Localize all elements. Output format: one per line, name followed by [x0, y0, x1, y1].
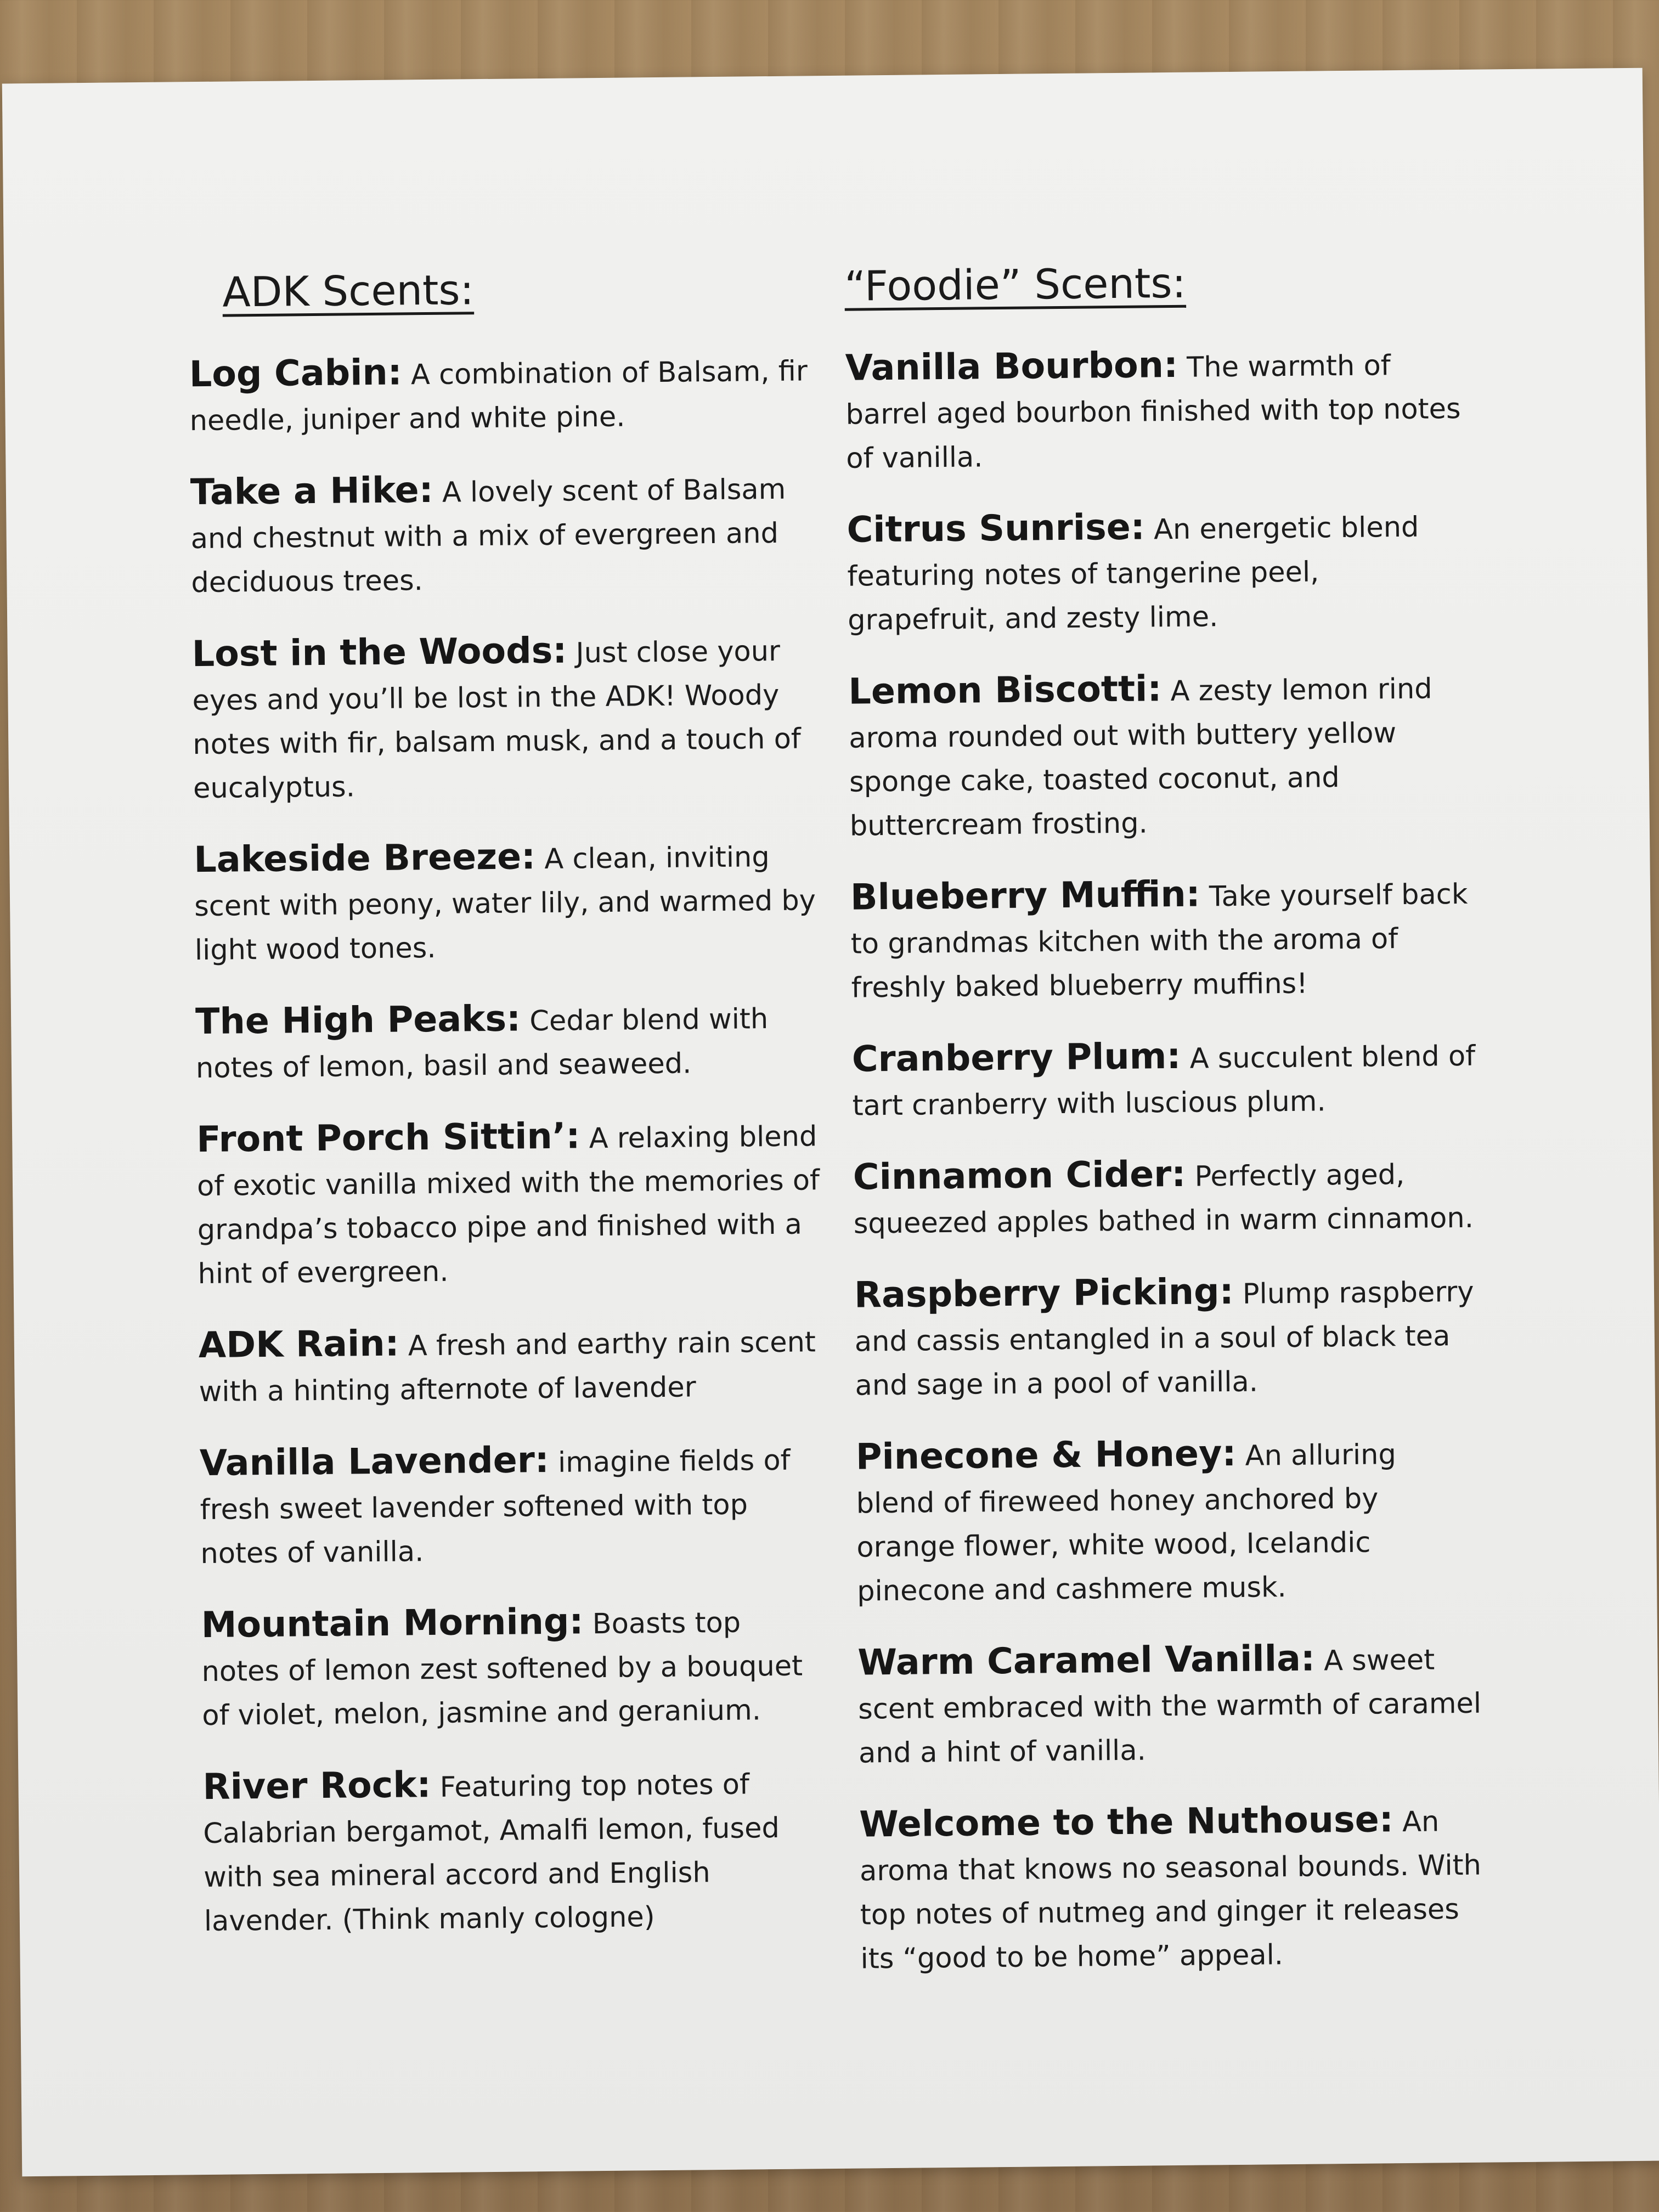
scent-name: Log Cabin: — [189, 352, 403, 396]
scent-entry — [854, 1268, 1481, 1408]
foodie-scents-heading: “Foodie” Scents: — [844, 258, 1187, 311]
scent-name: Vanilla Lavender: — [199, 1439, 550, 1485]
scent-name: Raspberry Picking: — [854, 1271, 1234, 1316]
foodie-scents-column — [844, 256, 1487, 2009]
scent-name: Cranberry Plum: — [851, 1035, 1181, 1080]
scent-description: Perfectly aged, squeezed apples bathed in warm cinnamon. — [853, 1158, 1474, 1240]
adk-scents-column — [188, 262, 830, 1971]
scent-entry — [855, 1430, 1482, 1614]
scent-description: A relaxing blend of exotic vanilla mixed with the memories of grandpa’s tobacco pipe and finished with a hint of evergreen. — [196, 1120, 820, 1291]
scent-entry — [201, 1598, 827, 1738]
scent-name: Vanilla Bourbon: — [845, 344, 1178, 389]
scent-name: Warm Caramel Vanilla: — [857, 1638, 1316, 1684]
scent-description: A clean, inviting scent with peony, water lily, and warmed by light wood tones. — [194, 841, 816, 967]
scent-name: Citrus Sunrise: — [847, 506, 1146, 551]
scent-name: Mountain Morning: — [201, 1601, 584, 1646]
paper-sheet — [2, 68, 1659, 2177]
scent-description: A fresh and earthy rain scent with a hinting afternote of lavender — [199, 1326, 816, 1409]
scent-description: Take yourself back to grandmas kitchen with the aroma of freshly baked blueberry muffins! — [850, 878, 1468, 1005]
scent-description: A zesty lemon rind aroma rounded out with buttery yellow sponge cake, toasted coconut, and buttercream frosting. — [849, 673, 1432, 843]
scent-entry — [190, 465, 817, 605]
scent-description: imagine fields of fresh sweet lavender softened with top notes of vanilla. — [200, 1444, 791, 1571]
scent-entry — [845, 341, 1471, 481]
scent-description: Just close your eyes and you’ll be lost in the ADK! Woody notes with fir, balsam musk, and a touch of eucalyptus. — [192, 635, 802, 805]
scent-description: An aroma that knows no seasonal bounds. With top notes of nutmeg and ginger it releases its “good to be home” appeal. — [859, 1805, 1482, 1976]
scent-name: Cinnamon Cider: — [853, 1153, 1186, 1198]
scent-entry — [191, 627, 819, 811]
scent-name: Take a Hike: — [190, 469, 434, 514]
scent-description: An energetic blend featuring notes of tangerine peel, grapefruit, and zesty lime. — [847, 511, 1419, 637]
adk-scents-heading: ADK Scents: — [222, 266, 475, 317]
scent-name: Lost in the Woods: — [191, 630, 567, 675]
scent-entry — [853, 1150, 1480, 1246]
scent-description: A sweet scent embraced with the warmth of caramel and a hint of vanilla. — [857, 1644, 1482, 1770]
scent-name: Lakeside Breeze: — [193, 836, 536, 881]
scent-description: A succulent blend of tart cranberry with luscious plum. — [852, 1040, 1476, 1122]
scent-entry — [850, 870, 1477, 1011]
scent-name: Pinecone & Honey: — [855, 1432, 1237, 1478]
scent-entry — [196, 1112, 823, 1296]
scent-description: A lovely scent of Balsam and chestnut with a mix of evergreen and deciduous trees. — [190, 473, 786, 600]
scent-description: Plump raspberry and cassis entangled in a soul of black tea and sage in a pool of vanilla. — [854, 1276, 1474, 1402]
scent-description: Boasts top notes of lemon zest softened by a bouquet of violet, melon, jasmine and geranium. — [201, 1606, 803, 1733]
scent-description: Featuring top notes of Calabrian bergamot, Amalfi lemon, fused with sea mineral accord and English lavender. (Think manly cologne) — [203, 1768, 780, 1938]
scent-entry — [202, 1759, 830, 1944]
scent-description: The warmth of barrel aged bourbon finished with top notes of vanilla. — [845, 349, 1461, 475]
scent-entry — [857, 1635, 1484, 1776]
scent-entry — [200, 1436, 826, 1576]
scent-name: River Rock: — [202, 1764, 431, 1808]
scent-entry — [189, 347, 815, 443]
scent-description: A combination of Balsam, fir needle, juniper and white pine. — [189, 355, 808, 438]
scent-name: Front Porch Sittin’: — [196, 1115, 580, 1161]
scent-name: The High Peaks: — [195, 998, 521, 1043]
scent-name: Lemon Biscotti: — [848, 668, 1162, 713]
scent-entry — [847, 503, 1473, 643]
scent-entry — [859, 1797, 1486, 1982]
scent-name: Welcome to the Nuthouse: — [859, 1799, 1394, 1846]
scent-name: ADK Rain: — [198, 1323, 399, 1367]
scent-description: An alluring blend of fireweed honey anchored by orange flower, white wood, Icelandic pinecone and cashmere musk. — [856, 1438, 1397, 1608]
scent-entry — [195, 994, 822, 1091]
scent-name: Blueberry Muffin: — [850, 873, 1201, 918]
scent-description: Cedar blend with notes of lemon, basil and seaweed. — [195, 1003, 769, 1085]
foodie-scents-list — [845, 341, 1486, 1982]
scent-entry — [198, 1318, 825, 1414]
scent-entry — [852, 1032, 1479, 1128]
adk-scents-list — [189, 347, 830, 1944]
scent-entry — [848, 664, 1475, 849]
scent-entry — [194, 832, 820, 973]
